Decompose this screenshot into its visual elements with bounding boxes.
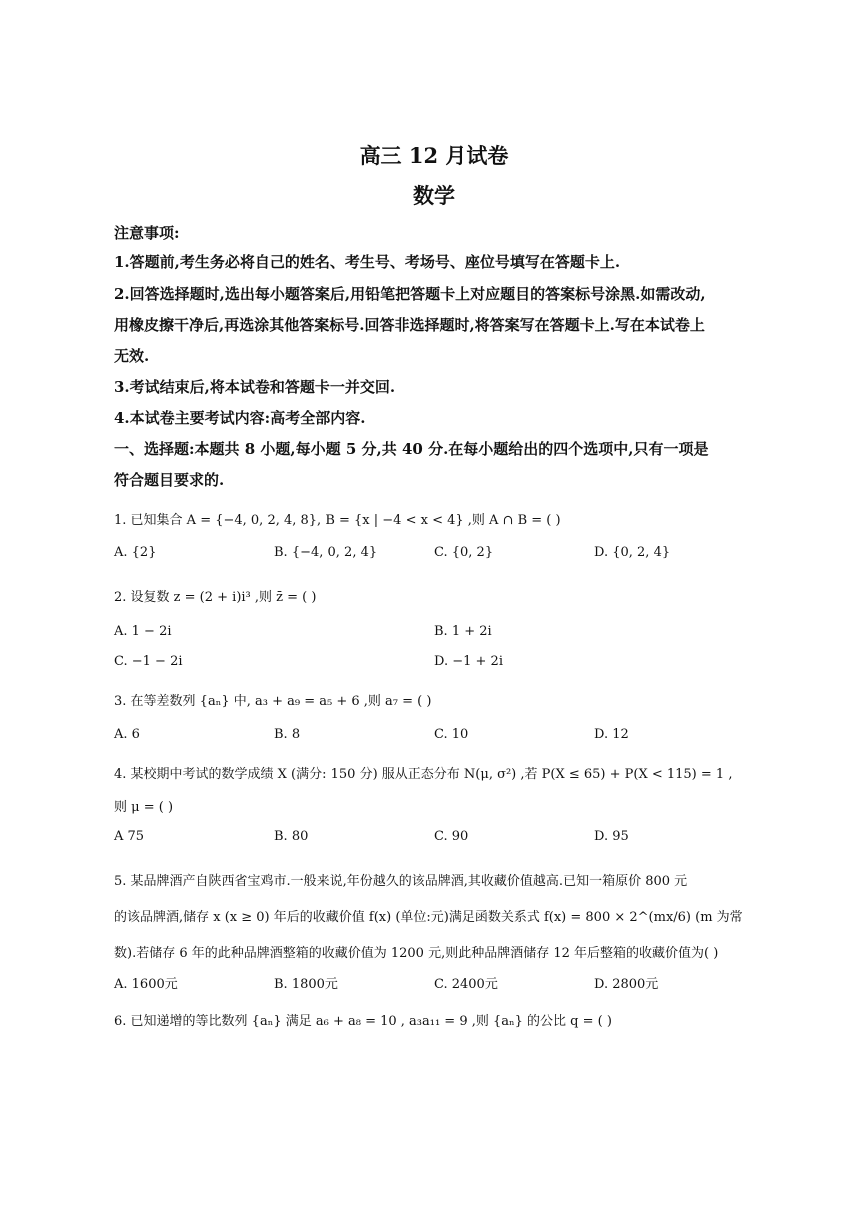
notice-item-3: 3.考试结束后,将本试卷和答题卡一并交回. (114, 378, 396, 396)
question-3-option-b: B. 8 (274, 727, 301, 742)
question-4-stem-line-1: 4. 某校期中考试的数学成绩 X (满分: 150 分) 服从正态分布 N(μ, σ²) ,若 P(X ≤ 65) + P(X < 115) = 1 , (114, 767, 733, 782)
question-3-option-d: D. 12 (594, 727, 629, 742)
notice-item-1: 1.答题前,考生务必将自己的姓名、考生号、考场号、座位号填写在答题卡上. (114, 253, 621, 271)
question-1-option-d: D. {0, 2, 4} (594, 545, 671, 560)
question-4-option-c: C. 90 (434, 829, 469, 844)
notice-item-2-line-3: 无效. (114, 347, 150, 365)
question-1-option-b: B. {−4, 0, 2, 4} (274, 545, 378, 560)
question-5-option-d: D. 2800元 (594, 977, 659, 992)
exam-title: 高三 12 月试卷 (359, 143, 509, 168)
section-heading-line-1: 一、选择题:本题共 8 小题,每小题 5 分,共 40 分.在每小题给出的四个选项中,只有一项是 (114, 440, 709, 458)
question-3-stem: 3. 在等差数列 {aₙ} 中, a₃ + a₉ = a₅ + 6 ,则 a₇ = ( ) (114, 694, 432, 709)
question-4-option-d: D. 95 (594, 829, 629, 844)
question-5-stem-line-2: 的该品牌酒,储存 x (x ≥ 0) 年后的收藏价值 f(x) (单位:元)满足函数关系式 f(x) = 800 × 2^(mx/6) (m 为常 (114, 910, 743, 925)
notice-item-2-line-2: 用橡皮擦干净后,再选涂其他答案标号.回答非选择题时,将答案写在答题卡上.写在本试卷上 (114, 316, 705, 334)
question-3-option-c: C. 10 (434, 727, 469, 742)
question-5-option-a: A. 1600元 (114, 977, 178, 992)
question-4-stem-line-2: 则 μ = ( ) (114, 800, 174, 815)
question-3-option-a: A. 6 (114, 727, 140, 742)
question-5-option-b: B. 1800元 (274, 977, 338, 992)
question-2-option-b: B. 1 + 2i (434, 624, 492, 639)
question-2-option-a: A. 1 − 2i (114, 624, 172, 639)
question-4-option-b: B. 80 (274, 829, 309, 844)
notice-item-2-line-1: 2.回答选择题时,选出每小题答案后,用铅笔把答题卡上对应题目的答案标号涂黑.如需改动, (114, 285, 706, 303)
notice-item-4: 4.本试卷主要考试内容:高考全部内容. (114, 409, 366, 427)
question-4-option-a: A 75 (114, 829, 145, 844)
question-5-stem-line-1: 5. 某品牌酒产自陕西省宝鸡市.一般来说,年份越久的该品牌酒,其收藏价值越高.已知一箱原价 800 元 (114, 874, 688, 889)
question-1-option-c: C. {0, 2} (434, 545, 494, 560)
notice-heading: 注意事项: (114, 224, 180, 242)
question-2-option-c: C. −1 − 2i (114, 654, 183, 669)
section-heading-line-2: 符合题目要求的. (114, 471, 225, 489)
question-1-option-a: A. {2} (114, 545, 157, 560)
question-5-option-c: C. 2400元 (434, 977, 498, 992)
question-1-stem: 1. 已知集合 A = {−4, 0, 2, 4, 8}, B = {x | −4 < x < 4} ,则 A ∩ B = ( ) (114, 513, 561, 528)
question-6-stem: 6. 已知递增的等比数列 {aₙ} 满足 a₆ + a₈ = 10 , a₃a₁₁ = 9 ,则 {aₙ} 的公比 q = ( ) (114, 1014, 612, 1029)
question-2-stem: 2. 设复数 z = (2 + i)i³ ,则 z̄ = ( ) (114, 590, 317, 605)
question-5-stem-line-3: 数).若储存 6 年的此种品牌酒整箱的收藏价值为 1200 元,则此种品牌酒储存 12 年后整箱的收藏价值为( ) (114, 946, 719, 961)
subject-title: 数学 (413, 183, 455, 208)
question-2-option-d: D. −1 + 2i (434, 654, 503, 669)
